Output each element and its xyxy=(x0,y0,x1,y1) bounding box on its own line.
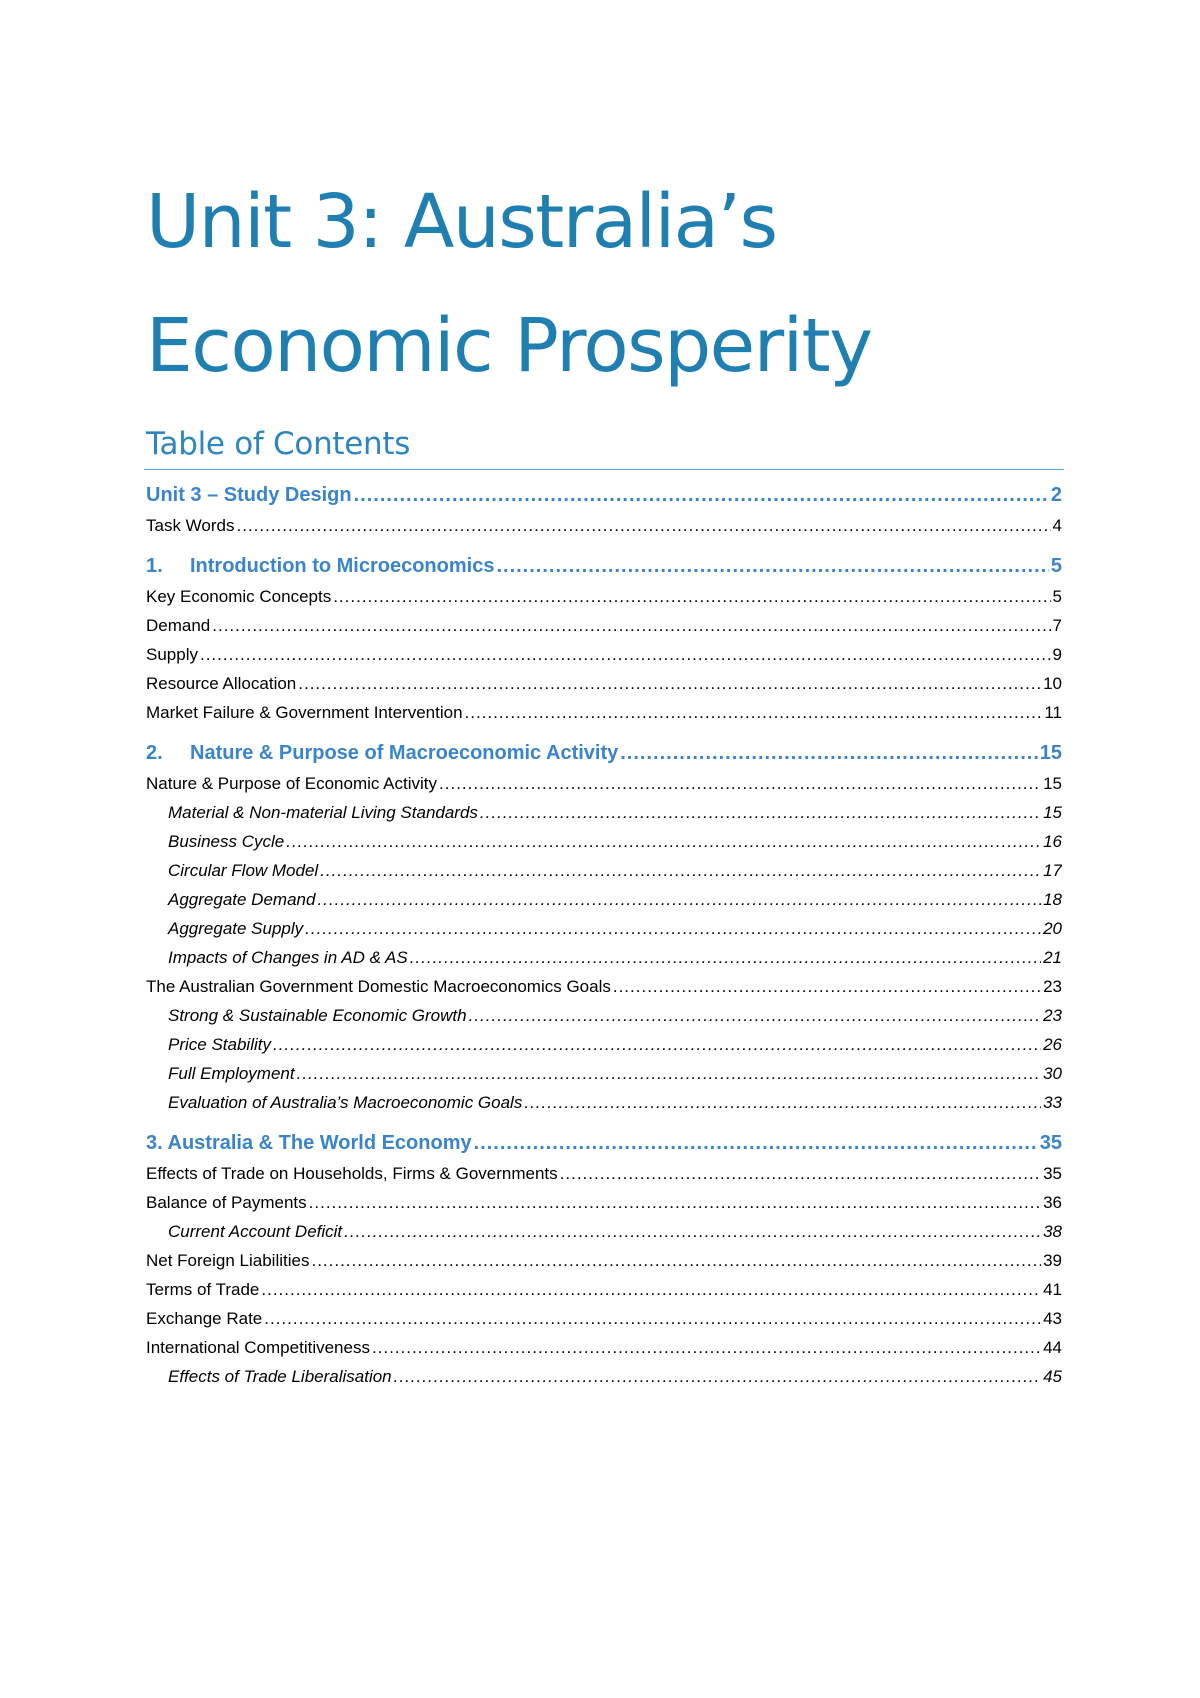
toc-page-number: 10 xyxy=(1043,674,1062,693)
toc-page-number: 35 xyxy=(1039,1132,1062,1154)
toc-entry[interactable] xyxy=(146,1275,1062,1304)
toc-entry[interactable] xyxy=(146,1059,1062,1088)
toc-page-number: 26 xyxy=(1043,1035,1062,1054)
toc-entry-label xyxy=(146,1159,558,1188)
toc-entry-text: Aggregate Demand xyxy=(168,890,316,909)
toc-entry[interactable] xyxy=(146,640,1062,669)
toc-leader-dots xyxy=(439,769,1041,798)
toc-divider xyxy=(144,469,1064,470)
toc-leader-dots xyxy=(560,1159,1041,1188)
toc-page-number: 2 xyxy=(1050,484,1062,506)
toc-entry[interactable] xyxy=(146,1088,1062,1117)
toc-entry-text: Nature & Purpose of Macroeconomic Activity xyxy=(190,742,619,764)
toc-entry[interactable] xyxy=(146,669,1062,698)
toc-leader-dots xyxy=(305,914,1041,943)
toc-page-number: 18 xyxy=(1043,890,1062,909)
toc-entry-text: Terms of Trade xyxy=(146,1280,260,1299)
toc-page-number: 11 xyxy=(1044,703,1062,722)
toc-leader-dots xyxy=(496,551,1048,582)
toc-page-number: 23 xyxy=(1043,977,1062,996)
toc-entry-label xyxy=(146,1246,309,1275)
toc-entry-label xyxy=(168,885,315,914)
toc-leader-dots xyxy=(410,943,1041,972)
toc-entry-text: Exchange Rate xyxy=(146,1309,263,1328)
toc-entry-text: Balance of Payments xyxy=(146,1193,307,1212)
toc-entry-label xyxy=(146,698,463,727)
toc-entry-label xyxy=(168,827,284,856)
toc-entry-label xyxy=(146,738,618,769)
toc-leader-dots xyxy=(311,1246,1041,1275)
toc-leader-dots xyxy=(286,827,1041,856)
toc-entry-text: Impacts of Changes in AD & AS xyxy=(168,948,408,967)
toc-leader-dots xyxy=(200,640,1051,669)
toc-entry[interactable] xyxy=(146,1217,1062,1246)
toc-entry-label xyxy=(146,611,210,640)
toc-entry[interactable] xyxy=(146,1159,1062,1188)
toc-entry[interactable] xyxy=(146,769,1062,798)
title-line-1: Unit 3: Australia’s xyxy=(146,179,777,265)
toc-page-number: 36 xyxy=(1043,1193,1062,1212)
toc-entry-text: Material & Non-material Living Standards xyxy=(168,803,478,822)
toc-entry-text: Current Account Deficit xyxy=(168,1222,343,1241)
toc-leader-dots xyxy=(474,1128,1038,1159)
table-of-contents xyxy=(146,480,1062,1391)
toc-leader-dots xyxy=(394,1362,1041,1391)
toc-entry-text: Price Stability xyxy=(168,1035,271,1054)
toc-entry-label xyxy=(168,1030,271,1059)
toc-leader-dots xyxy=(465,698,1043,727)
toc-entry[interactable] xyxy=(146,738,1062,769)
toc-leader-dots xyxy=(469,1001,1041,1030)
toc-entry[interactable] xyxy=(146,611,1062,640)
title-line-2: Economic Prosperity xyxy=(146,303,872,389)
toc-entry-label xyxy=(168,798,478,827)
toc-entry-label xyxy=(168,914,303,943)
toc-entry-text: Circular Flow Model xyxy=(168,861,319,880)
toc-page-number: 21 xyxy=(1043,948,1062,967)
toc-page-number: 17 xyxy=(1043,861,1062,880)
toc-entry[interactable] xyxy=(146,1362,1062,1391)
toc-leader-dots xyxy=(309,1188,1041,1217)
toc-entry-text: 3. Australia & The World Economy xyxy=(146,1132,472,1154)
toc-entry[interactable] xyxy=(146,943,1062,972)
toc-entry-number: 1. xyxy=(146,555,163,577)
toc-page-number: 5 xyxy=(1052,587,1062,606)
toc-entry-label xyxy=(146,582,331,611)
toc-page-number: 4 xyxy=(1052,516,1062,535)
toc-entry-text: Supply xyxy=(146,645,198,664)
toc-entry-label xyxy=(168,856,318,885)
toc-page-number: 38 xyxy=(1043,1222,1062,1241)
document-title xyxy=(146,160,1106,408)
toc-entry-label xyxy=(146,640,198,669)
toc-page-number: 15 xyxy=(1039,742,1062,764)
toc-entry-label xyxy=(168,1059,295,1088)
toc-entry-text: Key Economic Concepts xyxy=(146,587,332,606)
toc-entry-text: Effects of Trade Liberalisation xyxy=(168,1367,392,1386)
toc-entry-label xyxy=(168,1362,392,1391)
toc-page-number: 7 xyxy=(1052,616,1062,635)
toc-entry-label xyxy=(168,1088,522,1117)
toc-entry-text: Strong & Sustainable Economic Growth xyxy=(168,1006,467,1025)
toc-page-number: 35 xyxy=(1043,1164,1062,1183)
toc-page-number: 15 xyxy=(1043,774,1062,793)
toc-leader-dots xyxy=(613,972,1041,1001)
toc-entry-text: Aggregate Supply xyxy=(168,919,304,938)
toc-entry-label xyxy=(146,1188,307,1217)
toc-entry-text: Business Cycle xyxy=(168,832,285,851)
toc-entry-label xyxy=(146,769,437,798)
toc-page-number: 15 xyxy=(1043,803,1062,822)
toc-entry-label xyxy=(146,480,352,511)
toc-leader-dots xyxy=(372,1333,1041,1362)
toc-entry[interactable] xyxy=(146,1030,1062,1059)
toc-entry[interactable] xyxy=(146,1304,1062,1333)
toc-page-number: 9 xyxy=(1052,645,1062,664)
toc-entry-text: Nature & Purpose of Economic Activity xyxy=(146,774,438,793)
toc-entry-label xyxy=(168,943,408,972)
toc-entry-text: Introduction to Microeconomics xyxy=(190,555,495,577)
toc-entry-text: Market Failure & Government Intervention xyxy=(146,703,463,722)
toc-entry[interactable] xyxy=(146,582,1062,611)
toc-page-number: 41 xyxy=(1043,1280,1062,1299)
toc-entry-label xyxy=(146,1304,262,1333)
toc-leader-dots xyxy=(480,798,1041,827)
toc-entry[interactable] xyxy=(146,1001,1062,1030)
toc-leader-dots xyxy=(298,669,1041,698)
toc-page-number: 43 xyxy=(1043,1309,1062,1328)
toc-entry-label xyxy=(168,1001,467,1030)
toc-entry-text: Evaluation of Australia’s Macroeconomic Goals xyxy=(168,1093,523,1112)
toc-entry-label xyxy=(146,551,494,582)
toc-entry-text: Full Employment xyxy=(168,1064,295,1083)
toc-entry-label xyxy=(146,1333,370,1362)
toc-entry[interactable] xyxy=(146,698,1062,727)
toc-entry[interactable] xyxy=(146,1246,1062,1275)
toc-entry[interactable] xyxy=(146,827,1062,856)
toc-page-number: 44 xyxy=(1043,1338,1062,1357)
toc-entry[interactable] xyxy=(146,798,1062,827)
toc-entry-label xyxy=(146,1128,472,1159)
toc-leader-dots xyxy=(317,885,1041,914)
toc-entry-text: Unit 3 – Study Design xyxy=(146,484,352,506)
toc-leader-dots xyxy=(261,1275,1041,1304)
toc-entry-text: Net Foreign Liabilities xyxy=(146,1251,310,1270)
toc-leader-dots xyxy=(264,1304,1041,1333)
toc-page-number: 30 xyxy=(1043,1064,1062,1083)
toc-leader-dots xyxy=(297,1059,1041,1088)
toc-entry[interactable] xyxy=(146,1128,1062,1159)
toc-entry[interactable] xyxy=(146,885,1062,914)
toc-leader-dots xyxy=(273,1030,1041,1059)
toc-page-number: 45 xyxy=(1043,1367,1062,1386)
toc-entry-number: 2. xyxy=(146,742,163,764)
toc-leader-dots xyxy=(344,1217,1041,1246)
toc-entry[interactable] xyxy=(146,972,1062,1001)
toc-entry[interactable] xyxy=(146,551,1062,582)
toc-heading: Table of Contents xyxy=(146,426,411,462)
toc-leader-dots xyxy=(333,582,1050,611)
toc-leader-dots xyxy=(320,856,1041,885)
toc-page-number: 33 xyxy=(1043,1093,1062,1112)
toc-entry-text: Task Words xyxy=(146,516,235,535)
toc-entry-text: Resource Allocation xyxy=(146,674,297,693)
toc-entry-label xyxy=(146,669,296,698)
toc-leader-dots xyxy=(524,1088,1041,1117)
toc-entry[interactable] xyxy=(146,914,1062,943)
toc-entry[interactable] xyxy=(146,1333,1062,1362)
toc-entry[interactable] xyxy=(146,511,1062,540)
toc-entry[interactable] xyxy=(146,1188,1062,1217)
toc-entry-text: Effects of Trade on Households, Firms & Governments xyxy=(146,1164,558,1183)
toc-entry-label xyxy=(168,1217,342,1246)
toc-entry-text: International Competitiveness xyxy=(146,1338,370,1357)
toc-page-number: 20 xyxy=(1043,919,1062,938)
toc-leader-dots xyxy=(620,738,1038,769)
toc-leader-dots xyxy=(354,480,1049,511)
toc-page-number: 39 xyxy=(1043,1251,1062,1270)
toc-entry-label xyxy=(146,511,235,540)
toc-entry-label xyxy=(146,972,611,1001)
toc-page-number: 5 xyxy=(1050,555,1062,577)
toc-leader-dots xyxy=(237,511,1051,540)
toc-page-number: 23 xyxy=(1043,1006,1062,1025)
toc-entry[interactable] xyxy=(146,856,1062,885)
toc-leader-dots xyxy=(212,611,1050,640)
toc-entry-text: Demand xyxy=(146,616,211,635)
toc-entry[interactable] xyxy=(146,480,1062,511)
toc-page-number: 16 xyxy=(1043,832,1062,851)
toc-entry-label xyxy=(146,1275,259,1304)
toc-entry-text: The Australian Government Domestic Macroeconomics Goals xyxy=(146,977,611,996)
